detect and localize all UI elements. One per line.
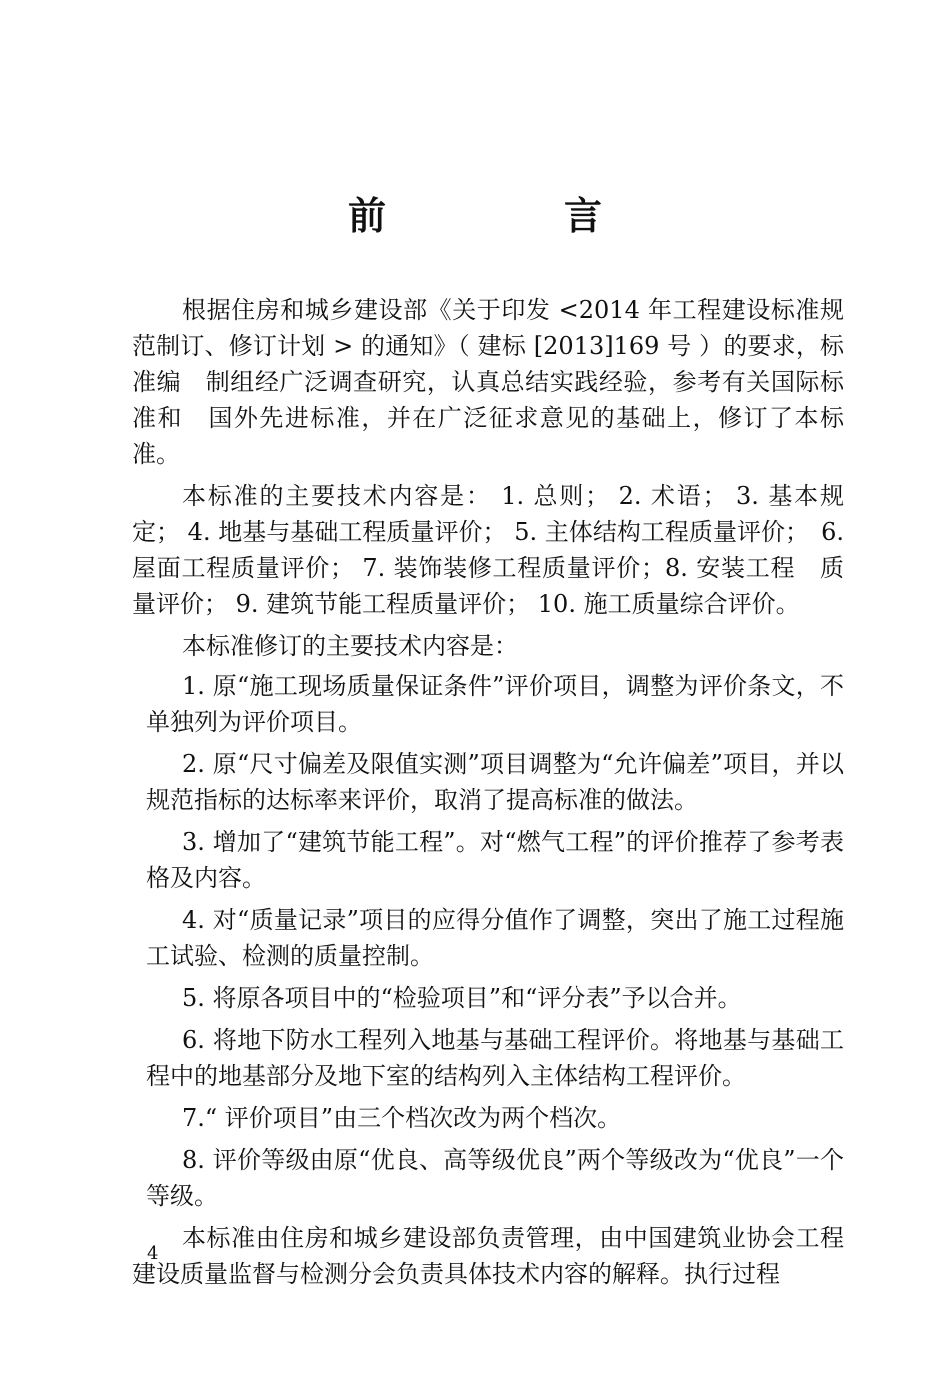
paragraph-basis: 根据住房和城乡建设部《关于印发 <2014 年工程建设标准规 范制订、修订计划 > 的通知》（ 建标 [2013]169 号 ）的要求，标准编 制组经广泛调查研究，认真总结实践经验，参考有关国际标准和 国外先进标准，并在广泛征求意见的基础上，修订了本标准。 — [132, 296, 868, 468]
revision-item: 4. 对“质量记录”项目的应得分值作了调整，突出了施工过程施工试验、检测的质量控制。 — [146, 906, 844, 970]
paragraph-management: 本标准由住房和城乡建设部负责管理，由中国建筑业协会工程建设质量监督与检测分会负责具体技术内容的解释。执行过程 — [132, 1224, 844, 1288]
revision-item: 3. 增加了“建筑节能工程”。对“燃气工程”的评价推荐了参考表格及内容。 — [146, 828, 844, 892]
revision-item: 2. 原“尺寸偏差及限值实测”项目调整为“允许偏差”项目，并以规范指标的达标率来评价，取消了提高标准的做法。 — [146, 750, 844, 814]
revision-item: 6. 将地下防水工程列入地基与基础工程评价。将地基与基础工程中的地基部分及地下室的结构列入主体结构工程评价。 — [146, 1026, 844, 1090]
revision-item: 8. 评价等级由原“优良、高等级优良”两个等级改为“优良”一个等级。 — [146, 1146, 844, 1210]
revision-item: 5. 将原各项目中的“检验项目”和“评分表”予以合并。 — [182, 984, 742, 1012]
revision-item: 7.“ 评价项目”由三个档次改为两个档次。 — [182, 1104, 622, 1132]
page-number: 4 — [147, 1243, 159, 1264]
revision-item: 1. 原“施工现场质量保证条件”评价项目，调整为评价条文，不单独列为评价项目。 — [146, 672, 844, 736]
paragraph-revision-intro: 本标准修订的主要技术内容是： — [182, 632, 518, 660]
page-title: 前 言 — [347, 193, 672, 238]
preface-body — [132, 292, 868, 1298]
paragraph-main-content: 本标准的主要技术内容是： 1. 总则； 2. 术语； 3. 基本规 定； 4. 地基与基础工程质量评价； 5. 主体结构工程质量评价； 6. 屋面工程质量评价； 7. 装饰装修工程质量评价；8. 安装工程 质量评价； 9. 建筑节能工程质量评价； 10. 施工质量综合评价。 — [132, 482, 868, 618]
